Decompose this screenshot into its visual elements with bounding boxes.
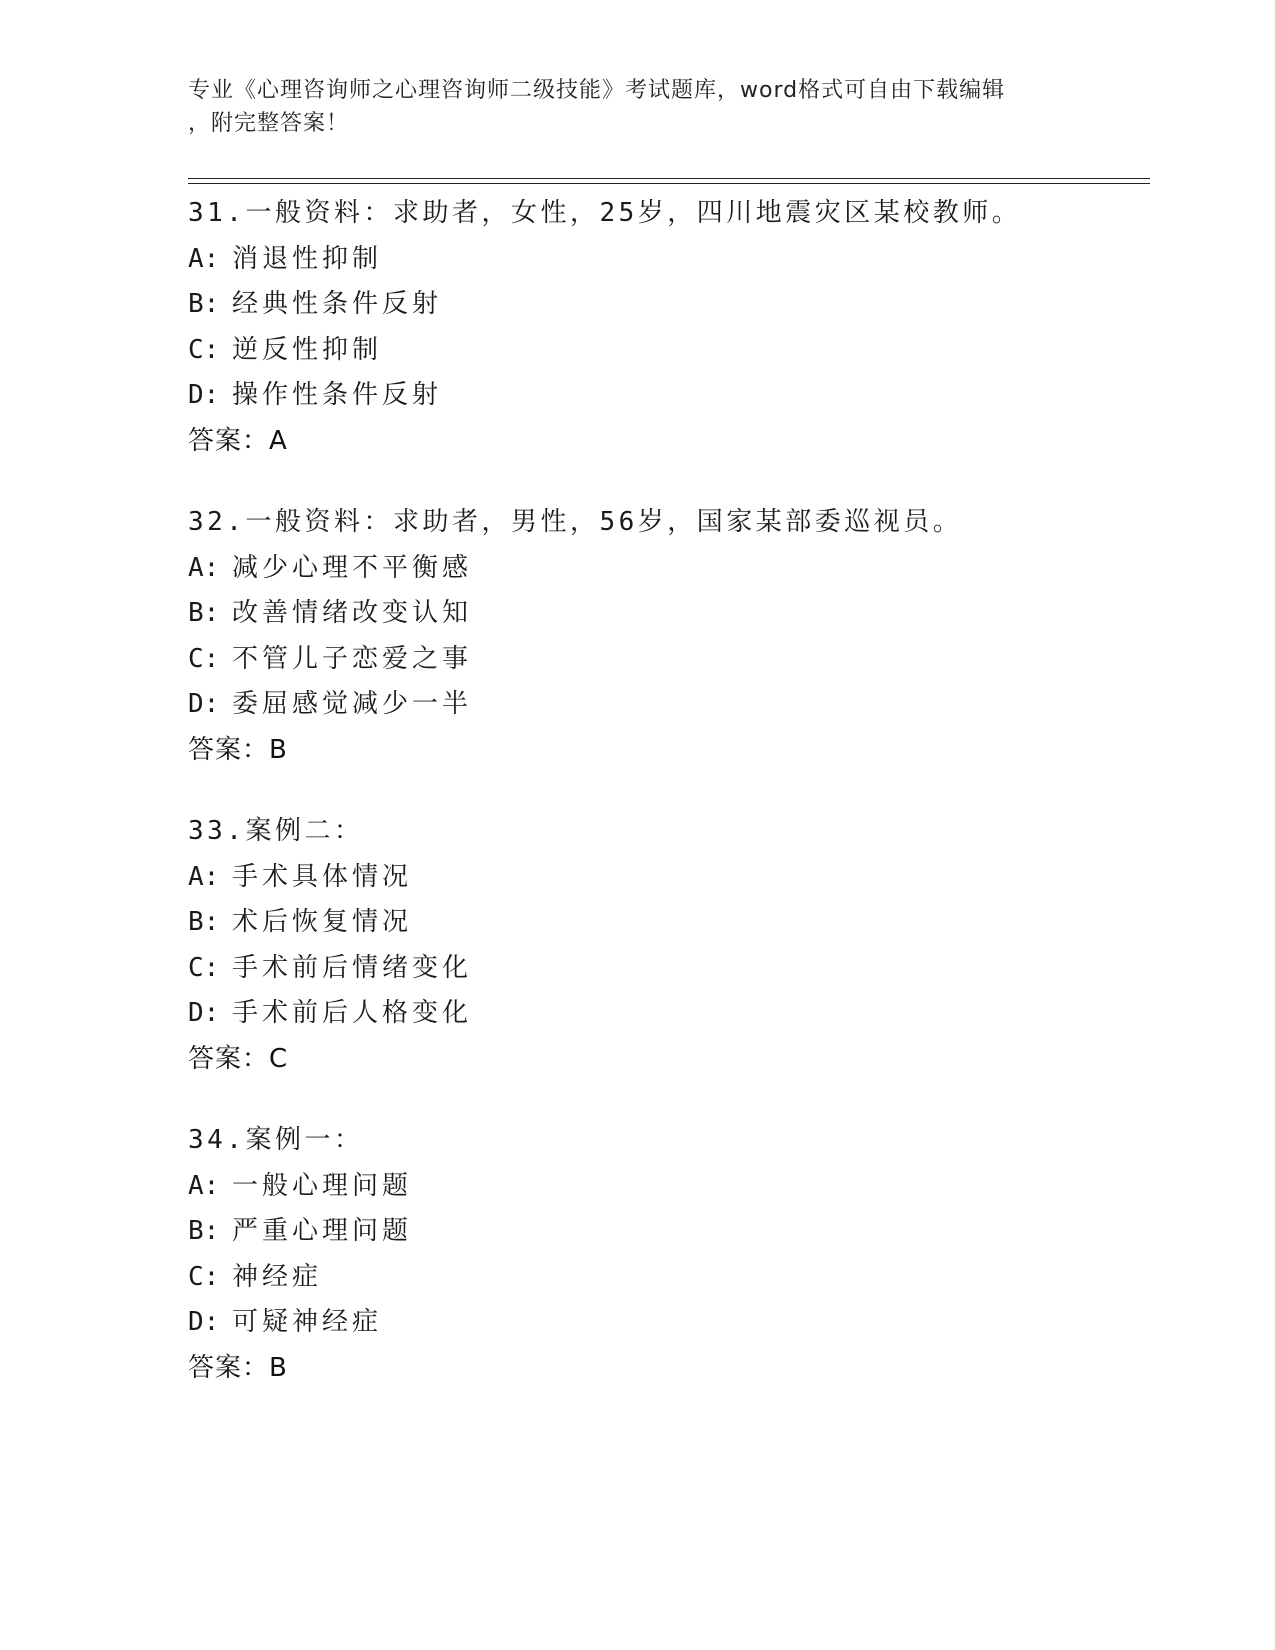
option-text: 逆反性抑制	[232, 334, 383, 365]
option-a	[188, 546, 1148, 592]
option-letter: A:	[188, 1170, 220, 1201]
option-b	[188, 282, 1148, 328]
option-b	[188, 900, 1148, 946]
option-letter: A:	[188, 243, 220, 274]
document-header	[188, 74, 1068, 140]
option-c	[188, 328, 1148, 374]
answer-line: 答案：C	[188, 1043, 289, 1074]
question-34	[188, 1118, 1148, 1391]
option-d	[188, 991, 1148, 1037]
header-divider-top	[188, 178, 1150, 179]
option-c	[188, 946, 1148, 992]
option-letter: B:	[188, 1216, 220, 1246]
option-text: 严重心理问题	[232, 1216, 413, 1246]
option-letter: C:	[188, 643, 220, 674]
option-text: 手术前后情绪变化	[232, 952, 473, 983]
question-stem: 33.案例二：	[188, 816, 364, 846]
option-letter: C:	[188, 334, 220, 365]
option-c	[188, 1255, 1148, 1301]
option-text: 操作性条件反射	[232, 380, 443, 410]
option-text: 减少心理不平衡感	[232, 552, 473, 583]
option-text: 术后恢复情况	[232, 907, 413, 937]
option-d	[188, 1300, 1148, 1346]
option-letter: B:	[188, 907, 220, 937]
question-stem: 31.一般资料：求助者，女性，25岁，四川地震灾区某校教师。	[188, 198, 1022, 228]
option-d	[188, 682, 1148, 728]
header-divider-bottom	[188, 183, 1150, 184]
option-text: 手术具体情况	[232, 861, 413, 892]
option-text: 改善情绪改变认知	[232, 598, 473, 628]
option-letter: D:	[188, 1307, 220, 1337]
option-letter: B:	[188, 598, 220, 628]
option-letter: A:	[188, 861, 220, 892]
answer-line: 答案：B	[188, 1352, 288, 1383]
answer-line: 答案：A	[188, 425, 288, 456]
option-letter: B:	[188, 289, 220, 319]
option-text: 委屈感觉减少一半	[232, 689, 473, 719]
option-a	[188, 855, 1148, 901]
option-text: 神经症	[232, 1261, 323, 1292]
option-letter: D:	[188, 689, 220, 719]
option-letter: C:	[188, 952, 220, 983]
option-text: 一般心理问题	[232, 1170, 413, 1201]
option-b	[188, 591, 1148, 637]
question-list	[188, 191, 1148, 1427]
question-stem: 32.一般资料：求助者，男性，56岁，国家某部委巡视员。	[188, 507, 963, 537]
question-32	[188, 500, 1148, 773]
option-letter: A:	[188, 552, 220, 583]
option-letter: D:	[188, 998, 220, 1028]
option-text: 手术前后人格变化	[232, 998, 473, 1028]
header-line-1: 专业《心理咨询师之心理咨询师二级技能》考试题库，word格式可自由下载编辑	[188, 78, 1006, 103]
option-text: 可疑神经症	[232, 1307, 383, 1337]
option-c	[188, 637, 1148, 683]
option-d	[188, 373, 1148, 419]
question-31	[188, 191, 1148, 464]
question-stem: 34.案例一：	[188, 1125, 364, 1155]
option-a	[188, 1164, 1148, 1210]
option-b	[188, 1209, 1148, 1255]
option-letter: D:	[188, 380, 220, 410]
option-letter: C:	[188, 1261, 220, 1292]
answer-line: 答案：B	[188, 734, 288, 765]
option-text: 消退性抑制	[232, 243, 383, 274]
option-text: 不管儿子恋爱之事	[232, 643, 473, 674]
question-33	[188, 809, 1148, 1082]
header-line-2: ，附完整答案！	[188, 111, 350, 136]
option-a	[188, 237, 1148, 283]
option-text: 经典性条件反射	[232, 289, 443, 319]
